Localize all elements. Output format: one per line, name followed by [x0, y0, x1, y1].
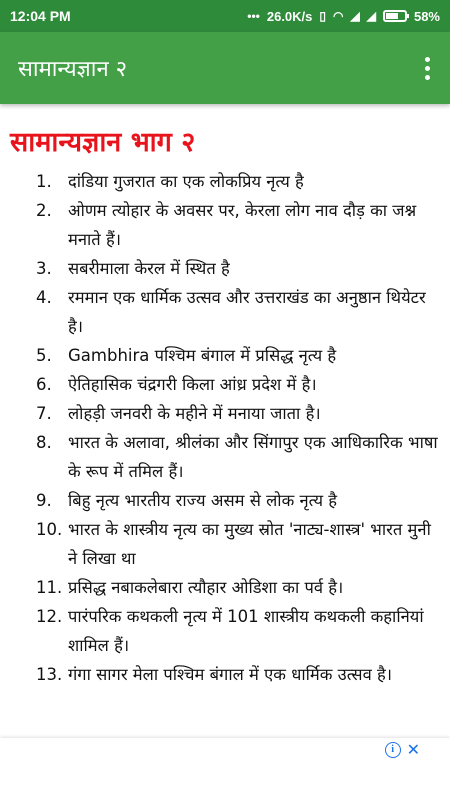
list-item-number: 1. — [36, 172, 52, 191]
ad-controls — [385, 742, 420, 758]
page-heading: सामान्यज्ञान भाग २ — [10, 127, 196, 158]
list-item-number: 9. — [36, 491, 52, 510]
list-item-number: 13. — [36, 665, 63, 684]
status-bar — [0, 0, 450, 32]
list-item-text: ऐतिहासिक चंद्रगरी किला आंध्र प्रदेश में है। — [68, 375, 317, 394]
status-icons — [247, 9, 440, 24]
list-item — [10, 399, 438, 428]
list-item — [10, 283, 438, 341]
list-item-text: गंगा सागर मेला पश्चिम बंगाल में एक धार्मिक उत्सव है। — [68, 665, 393, 684]
signal-icon: ◢ — [350, 9, 360, 23]
list-item-number: 3. — [36, 259, 52, 278]
wifi-icon: ◠ — [333, 9, 344, 23]
ad-banner[interactable] — [0, 738, 450, 800]
list-item — [10, 573, 438, 602]
app-bar — [0, 32, 450, 104]
list-item — [10, 167, 438, 196]
list-item — [10, 602, 438, 660]
list-item — [10, 341, 438, 370]
list-item-text: भारत के अलावा, श्रीलंका और सिंगापुर एक आधिकारिक भाषा के रूप में तमिल हैं। — [68, 433, 438, 481]
list-item-number: 11. — [36, 578, 63, 597]
list-item-text: ओणम त्योहार के अवसर पर, केरला लोग नाव दौड़ का जश्न मनाते हैं। — [68, 201, 417, 249]
network-speed: 26.0K/s — [266, 8, 313, 24]
list-item-number: 5. — [36, 346, 52, 365]
list-item — [10, 254, 438, 283]
signal-icon-2: ◢ — [366, 9, 376, 23]
list-item — [10, 660, 438, 689]
battery-icon — [383, 10, 407, 22]
list-item-text: रममान एक धार्मिक उत्सव और उत्तराखंड का अनुष्ठान थियेटर है। — [68, 288, 426, 336]
list-item-text: सबरीमाला केरल में स्थित है — [68, 259, 230, 278]
list-item-number: 4. — [36, 288, 52, 307]
list-item-number: 12. — [36, 607, 63, 626]
list-item — [10, 196, 438, 254]
content-area[interactable] — [0, 104, 450, 738]
list-item-text: बिहु नृत्य भारतीय राज्य असम से लोक नृत्य है — [68, 491, 338, 510]
list-item-text: प्रसिद्ध नबाकलेबारा त्यौहार ओडिशा का पर्व है। — [68, 578, 344, 597]
facts-list — [10, 167, 438, 689]
list-item-text: पारंपरिक कथकली नृत्य में 101 शास्त्रीय कथकली कहानियां शामिल हैं। — [68, 607, 424, 655]
more-vert-icon[interactable] — [419, 51, 436, 86]
list-item-number: 6. — [36, 375, 52, 394]
list-item-number: 10. — [36, 520, 63, 539]
close-icon[interactable]: ✕ — [406, 740, 420, 759]
list-item — [10, 428, 438, 486]
vibrate-icon: ▯ — [319, 9, 327, 23]
list-item-text: दांडिया गुजरात का एक लोकप्रिय नृत्य है — [68, 172, 304, 191]
list-item-number: 2. — [36, 201, 52, 220]
list-item — [10, 370, 438, 399]
notification-dots-icon: ••• — [247, 9, 260, 23]
list-item — [10, 515, 438, 573]
list-item-number: 8. — [36, 433, 52, 452]
battery-percent: 58% — [413, 8, 440, 24]
list-item — [10, 486, 438, 515]
list-item-text: Gambhira पश्चिम बंगाल में प्रसिद्ध नृत्य है — [68, 346, 337, 365]
list-item-text: भारत के शास्त्रीय नृत्य का मुख्य स्रोत 'नाट्य-शास्त्र' भारत मुनी ने लिखा था — [68, 520, 431, 568]
info-icon[interactable]: i — [385, 742, 401, 758]
status-time: 12:04 PM — [10, 8, 71, 24]
list-item-number: 7. — [36, 404, 52, 423]
list-item-text: लोहड़ी जनवरी के महीने में मनाया जाता है। — [68, 404, 321, 423]
app-title: सामान्यज्ञान २ — [18, 57, 128, 82]
